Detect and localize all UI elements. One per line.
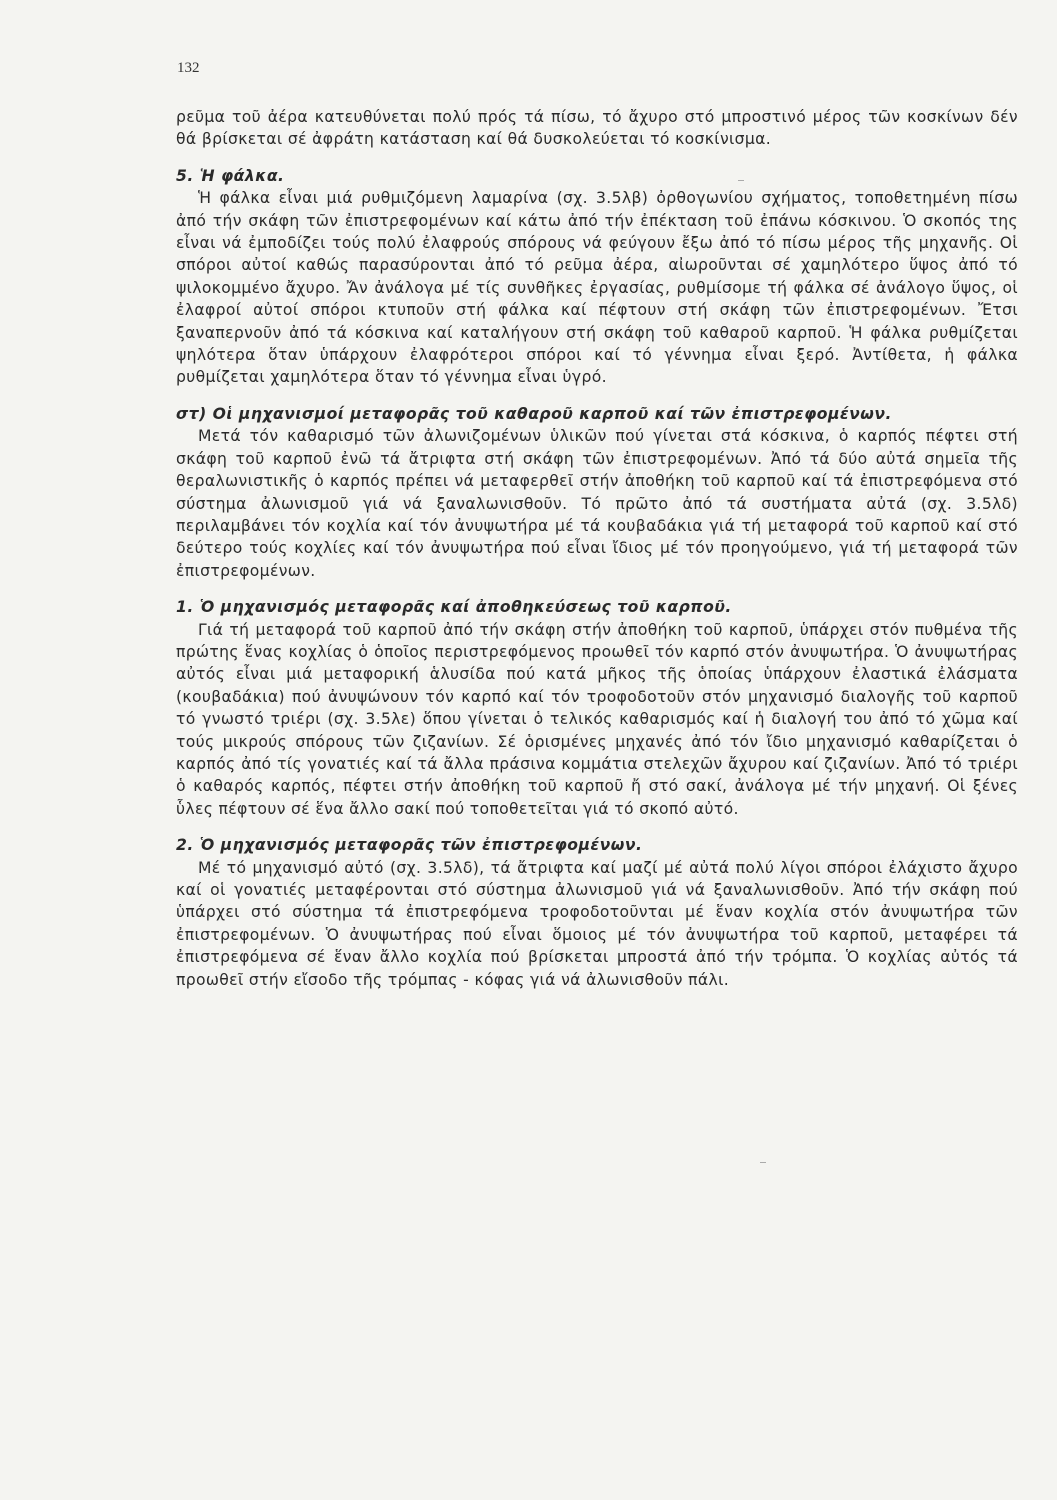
scan-mark [760,1162,766,1163]
page-body [176,106,1018,991]
scan-mark [738,180,744,181]
page-number: 132 [177,60,200,76]
paragraph-grain-transport: Γιά τή μεταφορά τοῦ καρποῦ ἀπό τήν σκάφη στήν ἀποθήκη τοῦ καρποῦ, ὑπάρχει στόν πυθμένα τῆς πρώτης ἕνας κοχλίας ὁ ὁποῖος περιστρεφόμενος προωθεῖ τόν καρπό στόν ἀνυψωτήρα. Ὁ ἀνυψωτήρας αὐτός εἶναι μιά μεταφορική ἁλυσίδα πού κατά μῆκος τῆς ὁποίας ὑπάρχουν ἐλαστικά ἐλάσματα (κουβαδάκια) πού ἀνυψώνουν τόν καρπό καί τόν τροφοδοτοῦν στόν μηχανισμό διαλογῆς τοῦ καρποῦ τό γνωστό τριέρι (σχ. 3.5λε) ὅπου γίνεται ὁ τελικός καθαρισμός καί ἡ διαλογή του ἀπό τό χῶμα καί τούς μικρούς σπόρους τῶν ζιζανίων. Σέ ὁρισμένες μηχανές ἀπό τόν ἴδιο μηχανισμό καθαρίζεται ὁ καρπός ἀπό τίς γονατιές καί τά ἄλλα πράσινα κομμάτια στελεχῶν ἄχυρου καί ζιζανίων. Ἀπό τό τριέρι ὁ καθαρός καρπός, πέφτει στήν ἀποθήκη τοῦ καρποῦ ἤ στό σακί, ἀνάλογα μέ τήν μηχανή. Οἱ ξένες ὗλες πέφτουν σέ ἕνα ἄλλο σακί πού τοποθετεῖται γιά τό σκοπό αὐτό. [176,620,1018,818]
paragraph-continuation: ρεῦμα τοῦ ἀέρα κατευθύνεται πολύ πρός τά πίσω, τό ἄχυρο στό μπροστινό μέρος τῶν κοσκίνων δέν θά βρίσκεται σέ ἀφράτη κατάσταση καί θά δυσκολεύεται τό κοσκίνισμα. [176,108,1018,149]
heading-falka: 5. Ἡ φάλκα. [176,166,285,185]
paragraph-falka: Ἡ φάλκα εἶναι μιά ρυθμιζόμενη λαμαρίνα (σχ. 3.5λβ) ὀρθογωνίου σχήματος, τοποθετημένη πίσω ἀπό τήν σκάφη τῶν ἐπιστρεφομένων καί κάτω ἀπό τήν ἐπέκταση τοῦ ἐπάνω κόσκινου. Ὁ σκοπός της εἶναι νά ἐμποδίζει τούς πολύ ἐλαφρούς σπόρους νά φεύγουν ἔξω ἀπό τό πίσω μέρος τῆς μηχανῆς. Οἱ σπόροι αὐτοί καθώς παρασύρονται ἀπό τό ρεῦμα ἀέρα, αἰωροῦνται σέ χαμηλότερο ὕψος ἀπό τό ψιλοκομμένο ἄχυρο. Ἄν ἀνάλογα μέ τίς συνθῆκες ἐργασίας, ρυθμίσομε τή φάλκα σέ ἀνάλογο ὕψος, οἱ ἐλαφροί αὐτοί σπόροι κτυποῦν στή φάλκα καί πέφτουν στή σκάφη τῶν ἐπιστρεφομένων. Ἔτσι ξαναπερνοῦν ἀπό τά κόσκινα καί καταλήγουν στή σκάφη τοῦ καθαροῦ καρποῦ. Ἡ φάλκα ρυθμίζεται ψηλότερα ὅταν ὑπάρχουν ἐλαφρότεροι σπόροι καί τό γέννημα εἶναι ξερό. Ἀντίθετα, ἡ φάλκα ρυθμίζεται χαμηλότερα ὅταν τό γέννημα εἶναι ὑγρό. [176,189,1018,387]
paragraph-returns-transport: Μέ τό μηχανισμό αὐτό (σχ. 3.5λδ), τά ἄτριφτα καί μαζί μέ αὐτά πολύ λίγοι σπόροι ἐλάχιστο ἄχυρο καί οἱ γονατιές μεταφέρονται στό σύστημα ἀλωνισμοῦ γιά νά ξαναλωνισθοῦν. Ἀπό τήν σκάφη πού ὑπάρχει στό σύστημα τά ἐπιστρεφόμενα τροφοδοτοῦνται μέ ἕναν κοχλία στόν ἀνυψωτήρα τῶν ἐπιστρεφομένων. Ὁ ἀνυψωτήρας πού εἶναι ὅμοιος μέ τόν ἀνυψωτήρα τοῦ καρποῦ, μεταφέρει τά ἐπιστρεφόμενα σέ ἕναν ἄλλο κοχλία πού βρίσκεται μπροστά ἀπό τήν τρόμπα. Ὁ κοχλίας αὐτός τά προωθεῖ στήν εἴσοδο τῆς τρόμπας - κόφας γιά νά ἀλωνισθοῦν πάλι. [176,858,1018,989]
heading-transport-mechanisms: στ) Οἱ μηχανισμοί μεταφορᾶς τοῦ καθαροῦ καρποῦ καί τῶν ἐπιστρεφομένων. [176,404,892,423]
heading-returns-transport: 2. Ὁ μηχανισμός μεταφορᾶς τῶν ἐπιστρεφομένων. [176,836,643,855]
paragraph-transport-mechanisms: Μετά τόν καθαρισμό τῶν ἀλωνιζομένων ὑλικῶν πού γίνεται στά κόσκινα, ὁ καρπός πέφτει στή σκάφη τοῦ καρποῦ ἐνῶ τά ἄτριφτα στή σκάφη τῶν ἐπιστρεφομένων. Ἀπό τά δύο αὐτά σημεῖα τῆς θεραλωνιστικῆς ὁ καρπός πρέπει νά μεταφερθεῖ στήν ἀποθήκη τοῦ καρποῦ καί τά ἐπιστρεφόμενα στό σύστημα ἀλωνισμοῦ γιά νά ξαναλωνισθοῦν. Τό πρῶτο ἀπό τά συστήματα αὐτά (σχ. 3.5λδ) περιλαμβάνει τόν κοχλία καί τόν ἀνυψωτήρα μέ τά κουβαδάκια γιά τή μεταφορά τοῦ καρποῦ καί στό δεύτερο τούς κοχλίες καί τόν ἀνυψωτήρα πού εἶναι ἴδιος μέ τόν προηγούμενο, γιά τή μεταφορά τῶν ἐπιστρεφομένων. [176,427,1018,580]
heading-grain-transport: 1. Ὁ μηχανισμός μεταφορᾶς καί ἀποθηκεύσεως τοῦ καρποῦ. [176,598,732,617]
